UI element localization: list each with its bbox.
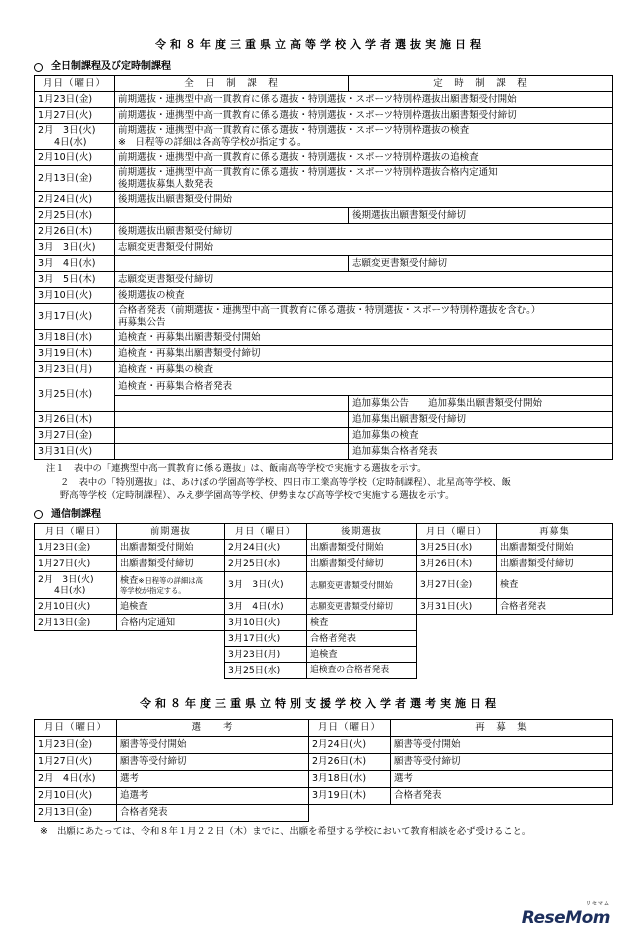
table-row — [35, 412, 613, 428]
date-cell: 3月31日(火) — [417, 599, 497, 615]
zen-cell — [115, 428, 349, 444]
event-cell: 追選考 — [117, 787, 309, 804]
date-cell: 2月10日(火) — [35, 787, 117, 804]
event-cell: 出願書類受付開始 — [307, 540, 417, 556]
event-line: 前期選抜・連携型中高一貫教育に係る選抜・特別選抜・スポーツ特別枠選抜の検査 — [118, 124, 470, 136]
header-early: 前期選抜 — [117, 524, 225, 540]
resemom-logo — [521, 900, 610, 929]
section-heading-correspondence — [34, 509, 640, 522]
table-header-row — [35, 76, 613, 92]
date-cell: 1月23日(金) — [35, 92, 115, 108]
table-row — [35, 396, 613, 412]
date-cell: 3月27日(金) — [417, 572, 497, 599]
event-cell: 前期選抜・連携型中高一貫教育に係る選抜・特別選抜・スポーツ特別枠選抜の追検査 — [115, 150, 613, 166]
table-row — [35, 736, 613, 753]
date-cell: 3月 4日(水) — [35, 256, 115, 272]
special-school-title: 令和８年度三重県立特別支援学校入学者選考実施日程 — [140, 697, 500, 711]
date-cell: 2月24日(火) — [309, 736, 391, 753]
date-cell: 3月10日(火) — [225, 615, 307, 631]
event-note: ※ 日程等の詳細は各高等学校が指定する。 — [118, 136, 307, 148]
date-cell: 3月10日(火) — [35, 288, 115, 304]
zen-cell — [115, 256, 349, 272]
table-row — [35, 272, 613, 288]
event-cell: 検査 — [307, 615, 417, 631]
table-row — [35, 224, 613, 240]
date-cell: 3月23日(月) — [35, 362, 115, 378]
date-line: 2月 3日(火) — [38, 573, 94, 585]
date-line: 2月 3日(火) — [38, 124, 96, 136]
event-line: 再募集公告 — [118, 316, 166, 328]
date-cell: 1月27日(火) — [35, 556, 117, 572]
event-text: 検査 — [120, 575, 139, 587]
event-cell: 選考 — [117, 770, 309, 787]
date-cell: 2月25日(水) — [225, 556, 307, 572]
tei-cell: 追加募集公告 追加募集出願書類受付開始 — [349, 396, 613, 412]
date-line: 4日(水) — [54, 585, 86, 597]
header-date: 月日（曜日） — [35, 76, 115, 92]
note-2a: ２ 表中の「特別選抜」は、あけぼの学園高等学校、四日市工業高等学校（定時制課程）、北星高等学校、飯 — [60, 476, 511, 488]
empty-cell — [35, 631, 225, 679]
table-row — [35, 124, 613, 150]
tei-cell: 後期選抜出願書類受付締切 — [349, 208, 613, 224]
zen-cell — [115, 396, 349, 412]
event-cell: 志願変更書類受付開始 — [307, 572, 417, 599]
event-line: 後期選抜募集人数発表 — [118, 178, 214, 190]
date-cell: 3月18日(水) — [309, 770, 391, 787]
table-row — [35, 304, 613, 330]
logo-text: ReseMom — [521, 907, 610, 928]
date-cell: 2月13日(金) — [35, 804, 117, 821]
event-cell: 後期選抜出願書類受付締切 — [115, 224, 613, 240]
header-late: 後期選抜 — [307, 524, 417, 540]
date-cell: 2月25日(水) — [35, 208, 115, 224]
event-cell: 願書等受付締切 — [391, 753, 613, 770]
table-row — [35, 599, 613, 615]
date-cell: 3月23日(月) — [225, 647, 307, 663]
date-cell: 2月 4日(水) — [35, 770, 117, 787]
table-row — [35, 330, 613, 346]
event-note: ※日程等の詳細は高 — [138, 576, 203, 586]
event-cell: 合格者発表 — [391, 787, 613, 804]
event-cell: 出願書類受付締切 — [307, 556, 417, 572]
event-cell: 出願書類受付締切 — [117, 556, 225, 572]
date-cell: 3月25日(水) — [417, 540, 497, 556]
zen-cell — [115, 208, 349, 224]
table-row — [35, 804, 613, 821]
date-cell: 3月 5日(木) — [35, 272, 115, 288]
date-cell: 2月24日(火) — [225, 540, 307, 556]
table-row — [35, 192, 613, 208]
table-row — [35, 378, 613, 396]
event-cell: 追検査・再募集出願書類受付締切 — [115, 346, 613, 362]
date-cell: 3月17日(火) — [35, 304, 115, 330]
event-cell: 前期選抜・連携型中高一貫教育に係る選抜・特別選抜・スポーツ特別枠選抜出願書類受付開始 — [115, 92, 613, 108]
table-row — [35, 288, 613, 304]
date-cell: 2月24日(火) — [35, 192, 115, 208]
table-header-row — [35, 524, 613, 540]
date-cell: 3月31日(火) — [35, 444, 115, 460]
date-cell: 3月 4日(水) — [225, 599, 307, 615]
table-row — [35, 346, 613, 362]
header-date: 月日（曜日） — [225, 524, 307, 540]
zen-cell — [115, 412, 349, 428]
note-2b: 野高等学校（定時制課程）、みえ夢学園高等学校、伊勢まなび高等学校で実施する選抜を示す。 — [60, 490, 455, 502]
event-cell: 願書等受付開始 — [391, 736, 613, 753]
header-re: 再 募 集 — [391, 719, 613, 736]
date-cell: 3月26日(木) — [417, 556, 497, 572]
date-cell: 2月13日(金) — [35, 615, 117, 631]
date-cell — [35, 572, 117, 599]
event-cell: 前期選抜・連携型中高一貫教育に係る選抜・特別選抜・スポーツ特別枠選抜出願書類受付締切 — [115, 108, 613, 124]
table-row — [35, 540, 613, 556]
circle-bullet-icon — [34, 63, 43, 72]
date-cell: 3月18日(水) — [35, 330, 115, 346]
event-cell: 合格者発表 — [497, 599, 613, 615]
event-line: 前期選抜・連携型中高一貫教育に係る選抜・特別選抜・スポーツ特別枠選抜合格内定通知 — [118, 166, 498, 178]
table-row — [35, 108, 613, 124]
table-row — [35, 753, 613, 770]
event-cell: 追検査 — [307, 647, 417, 663]
date-cell: 1月27日(火) — [35, 108, 115, 124]
event-cell — [115, 166, 613, 192]
date-cell: 3月27日(金) — [35, 428, 115, 444]
event-cell — [115, 124, 613, 150]
header-date: 月日（曜日） — [35, 524, 117, 540]
event-cell: 願書等受付締切 — [117, 753, 309, 770]
date-cell: 1月23日(金) — [35, 540, 117, 556]
special-school-table — [34, 719, 613, 822]
note-1: 注１ 表中の「連携型中高一貫教育に係る選抜」は、飯南高等学校で実施する選抜を示す。 — [46, 463, 427, 475]
table-row — [35, 428, 613, 444]
date-cell: 2月13日(金) — [35, 166, 115, 192]
date-cell: 3月19日(木) — [35, 346, 115, 362]
date-cell: 3月19日(木) — [309, 787, 391, 804]
table-row — [35, 787, 613, 804]
event-cell: 願書等受付開始 — [117, 736, 309, 753]
header-selection: 選 考 — [117, 719, 309, 736]
table-row — [35, 556, 613, 572]
document-page — [0, 38, 640, 943]
date-cell: 2月10日(火) — [35, 150, 115, 166]
table-row — [35, 240, 613, 256]
event-cell: 後期選抜の検査 — [115, 288, 613, 304]
fulltime-schedule-table — [34, 75, 613, 460]
date-cell: 3月26日(木) — [35, 412, 115, 428]
table-row — [35, 166, 613, 192]
event-cell: 志願変更書類受付締切 — [115, 272, 613, 288]
date-cell: 3月25日(水) — [225, 663, 307, 679]
correspondence-schedule-table — [34, 523, 613, 679]
table-row — [35, 444, 613, 460]
event-note: 等学校が指定する。 — [120, 585, 186, 595]
date-cell: 3月25日(水) — [35, 378, 115, 412]
main-title: 令和８年度三重県立高等学校入学者選抜実施日程 — [155, 38, 485, 51]
table-row — [35, 572, 613, 599]
event-line: 合格者発表（前期選抜・連携型中高一貫教育に係る選抜・特別選抜・スポーツ特別枠選抜を含む。） — [118, 304, 541, 316]
event-cell: 検査 — [497, 572, 613, 599]
event-cell: 出願書類受付開始 — [497, 540, 613, 556]
date-cell — [35, 124, 115, 150]
event-cell: 志願変更書類受付開始 — [115, 240, 613, 256]
header-re: 再募集 — [497, 524, 613, 540]
table-header-row — [35, 719, 613, 736]
zen-cell — [115, 444, 349, 460]
event-cell: 選考 — [391, 770, 613, 787]
date-cell: 3月 3日(火) — [35, 240, 115, 256]
empty-cell — [417, 615, 613, 679]
event-cell: 出願書類受付開始 — [117, 540, 225, 556]
date-cell: 1月27日(火) — [35, 753, 117, 770]
date-line: 4日(水) — [54, 136, 87, 148]
tei-cell: 追加募集出願書類受付締切 — [349, 412, 613, 428]
table-row — [35, 770, 613, 787]
empty-cell — [309, 804, 613, 821]
table-row — [35, 256, 613, 272]
event-cell — [115, 304, 613, 330]
tei-cell: 志願変更書類受付締切 — [349, 256, 613, 272]
event-cell: 追検査 — [117, 599, 225, 615]
date-cell: 2月26日(木) — [35, 224, 115, 240]
header-zen — [115, 76, 349, 92]
table-row — [35, 208, 613, 224]
tei-cell: 追加募集の検査 — [349, 428, 613, 444]
event-cell: 追検査・再募集合格者発表 — [115, 378, 613, 396]
table-row — [35, 150, 613, 166]
event-cell: 追検査の合格者発表 — [307, 663, 417, 679]
header-date: 月日（曜日） — [35, 719, 117, 736]
event-cell: 合格者発表 — [117, 804, 309, 821]
logo-subtext: リセマム — [586, 900, 610, 907]
event-cell: 合格内定通知 — [117, 615, 225, 631]
date-cell: 3月17日(火) — [225, 631, 307, 647]
table-row — [35, 92, 613, 108]
header-tei: 定 時 制 課 程 — [349, 76, 613, 92]
date-cell: 2月10日(火) — [35, 599, 117, 615]
section-heading-fulltime — [34, 61, 640, 74]
header-zen-label: 全 日 制 課 程 — [184, 77, 279, 89]
date-cell: 1月23日(金) — [35, 736, 117, 753]
event-cell: 出願書類受付締切 — [497, 556, 613, 572]
date-cell: 3月 3日(火) — [225, 572, 307, 599]
footer-note: ※ 出願にあたっては、令和８年１月２２日（木）までに、出願を希望する学校において教育相談を必ず受けること。 — [40, 825, 532, 837]
header-date: 月日（曜日） — [417, 524, 497, 540]
event-cell: 志願変更書類受付締切 — [307, 599, 417, 615]
event-cell — [117, 572, 225, 599]
section-label: 通信制課程 — [51, 508, 101, 520]
notes-block — [46, 462, 640, 502]
event-cell: 追検査・再募集出願書類受付開始 — [115, 330, 613, 346]
header-date: 月日（曜日） — [309, 719, 391, 736]
event-cell: 後期選抜出願書類受付開始 — [115, 192, 613, 208]
event-cell: 追検査・再募集の検査 — [115, 362, 613, 378]
table-row — [35, 362, 613, 378]
event-cell: 合格者発表 — [307, 631, 417, 647]
tei-cell: 追加募集合格者発表 — [349, 444, 613, 460]
date-cell: 2月26日(木) — [309, 753, 391, 770]
circle-bullet-icon — [34, 510, 43, 519]
table-row — [35, 615, 613, 631]
section-label: 全日制課程及び定時制課程 — [51, 60, 171, 72]
